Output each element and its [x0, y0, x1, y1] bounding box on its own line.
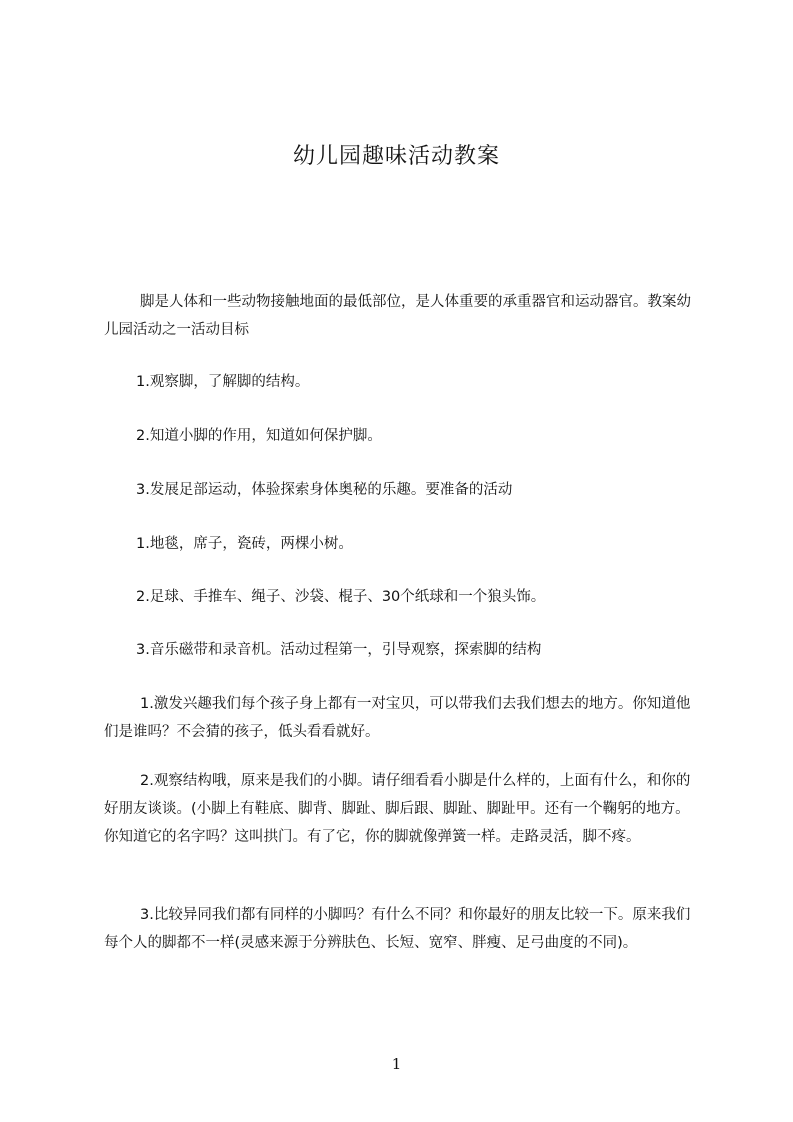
goal-item-3: 3.发展足部运动，体验探索身体奥秘的乐趣。要准备的活动: [136, 482, 513, 498]
process-step-3: 3.比较异同我们都有同样的小脚吗？有什么不同？和你最好的朋友比较一下。原来我们每个人的脚都不一样(灵感来源于分辨肤色、长短、宽窄、胖瘦、足弓曲度的不同)。: [104, 907, 691, 951]
document-title: 幼儿园趣味活动教案: [292, 144, 500, 169]
goal-item-1: 1.观察脚，了解脚的结构。: [136, 374, 310, 390]
intro-paragraph: 脚是人体和一些动物接触地面的最低部位，是人体重要的承重器官和运动器官。教案幼儿园活动之一活动目标: [104, 294, 691, 338]
process-step-1: 1.激发兴趣我们每个孩子身上都有一对宝贝，可以带我们去我们想去的地方。你知道他们是谁吗？不会猜的孩子，低头看看就好。: [104, 696, 691, 740]
page-number: 1: [391, 1055, 402, 1073]
prep-item-1: 1.地毯，席子，瓷砖，两棵小树。: [136, 536, 353, 552]
process-step-2: 2.观察结构哦，原来是我们的小脚。请仔细看看小脚是什么样的，上面有什么，和你的好朋友谈谈。(小脚上有鞋底、脚背、脚趾、脚后跟、脚趾、脚趾甲。还有一个鞠躬的地方。你知道它的名字吗？这叫拱门。有了它，你的脚就像弹簧一样。走路灵活，脚不疼。: [104, 773, 691, 845]
prep-item-2: 2.足球、手推车、绳子、沙袋、棍子、30个纸球和一个狼头饰。: [136, 589, 546, 605]
prep-item-3: 3.音乐磁带和录音机。活动过程第一，引导观察，探索脚的结构: [136, 642, 542, 658]
goal-item-2: 2.知道小脚的作用，知道如何保护脚。: [136, 428, 382, 444]
